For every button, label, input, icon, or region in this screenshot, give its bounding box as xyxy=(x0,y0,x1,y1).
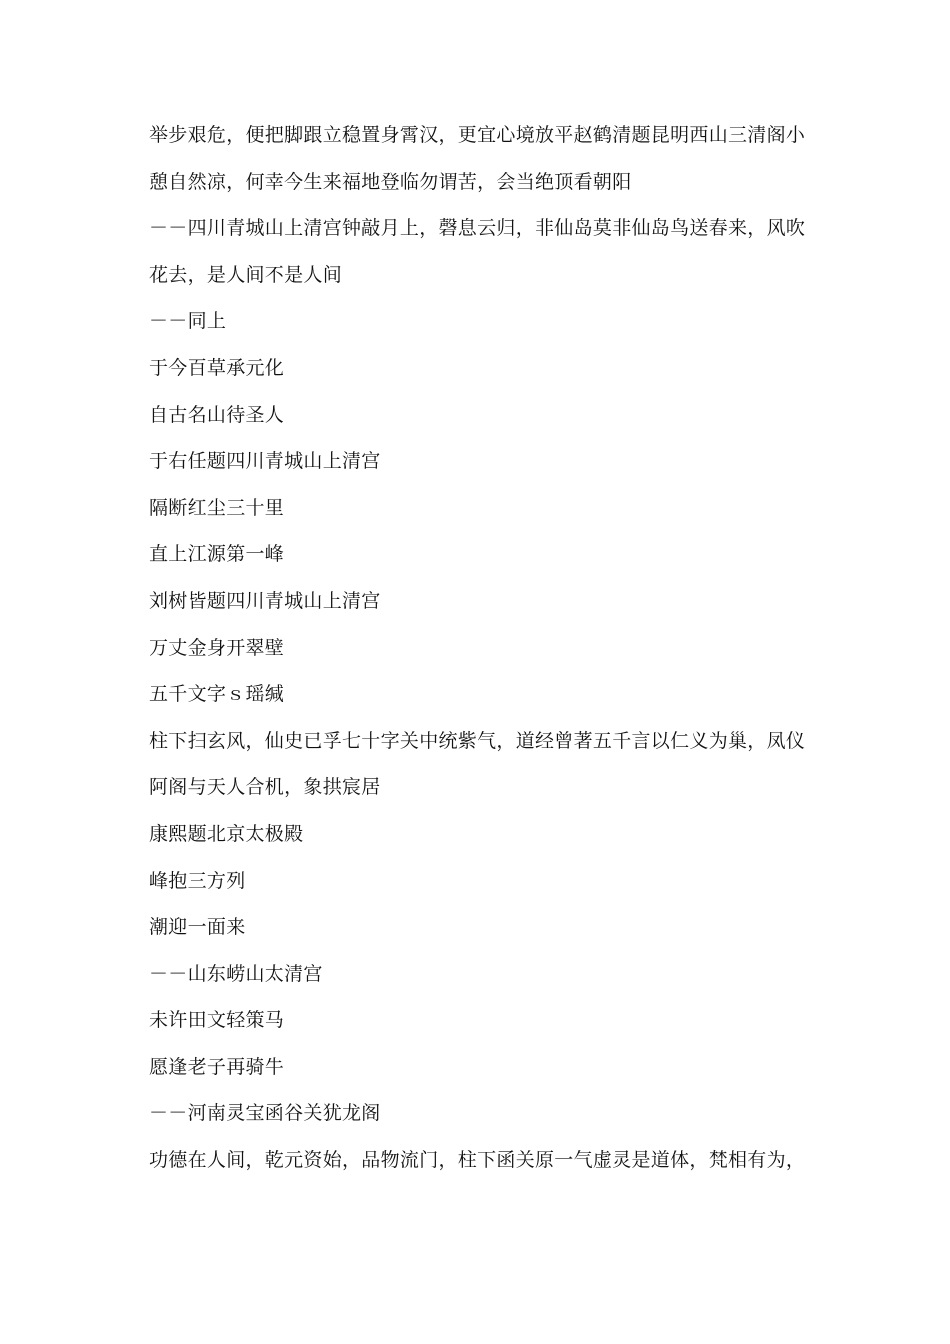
text-line: －－河南灵宝函谷关犹龙阁 xyxy=(149,1102,381,1125)
text-line: 于今百草承元化 xyxy=(149,356,285,379)
text-line: 峰抱三方列 xyxy=(149,869,246,892)
text-line: 万丈金身开翠壁 xyxy=(149,636,285,659)
text-line: 刘树皆题四川青城山上清宫 xyxy=(149,589,381,612)
text-line: 愿逢老子再骑牛 xyxy=(149,1055,285,1078)
text-line: 憩自然凉，何幸今生来福地登临勿谓苦，会当绝顶看朝阳 xyxy=(149,170,632,193)
text-line: 于右任题四川青城山上清宫 xyxy=(149,450,381,473)
text-line: 未许田文轻策马 xyxy=(149,1009,285,1032)
text-line: 潮迎一面来 xyxy=(149,916,246,939)
text-line: 花去，是人间不是人间 xyxy=(149,263,343,286)
text-line: －－同上 xyxy=(149,310,227,333)
text-line: 柱下扫玄风，仙史已孚七十字关中统紫气，道经曾著五千言以仁义为巢，凤仪 xyxy=(149,729,806,752)
text-line: －－四川青城山上清宫钟敲月上，磬息云归，非仙岛莫非仙岛鸟送春来，风吹 xyxy=(149,217,806,240)
document-body xyxy=(149,117,859,1189)
text-line: 直上江源第一峰 xyxy=(149,543,285,566)
text-line: 康熙题北京太极殿 xyxy=(149,822,304,845)
text-line: 五千文字ｓ瑶缄 xyxy=(149,683,285,706)
text-line: －－山东崂山太清宫 xyxy=(149,962,323,985)
text-line: 自古名山待圣人 xyxy=(149,403,285,426)
text-line: 隔断红尘三十里 xyxy=(149,496,285,519)
text-line: 阿阁与天人合机，象拱宸居 xyxy=(149,776,381,799)
text-line: 举步艰危，便把脚跟立稳置身霄汉，更宜心境放平赵鹤清题昆明西山三清阁小 xyxy=(149,124,806,146)
text-line: 功德在人间，乾元资始，品物流门，柱下函关原一气虚灵是道体，梵相有为， xyxy=(149,1149,806,1172)
